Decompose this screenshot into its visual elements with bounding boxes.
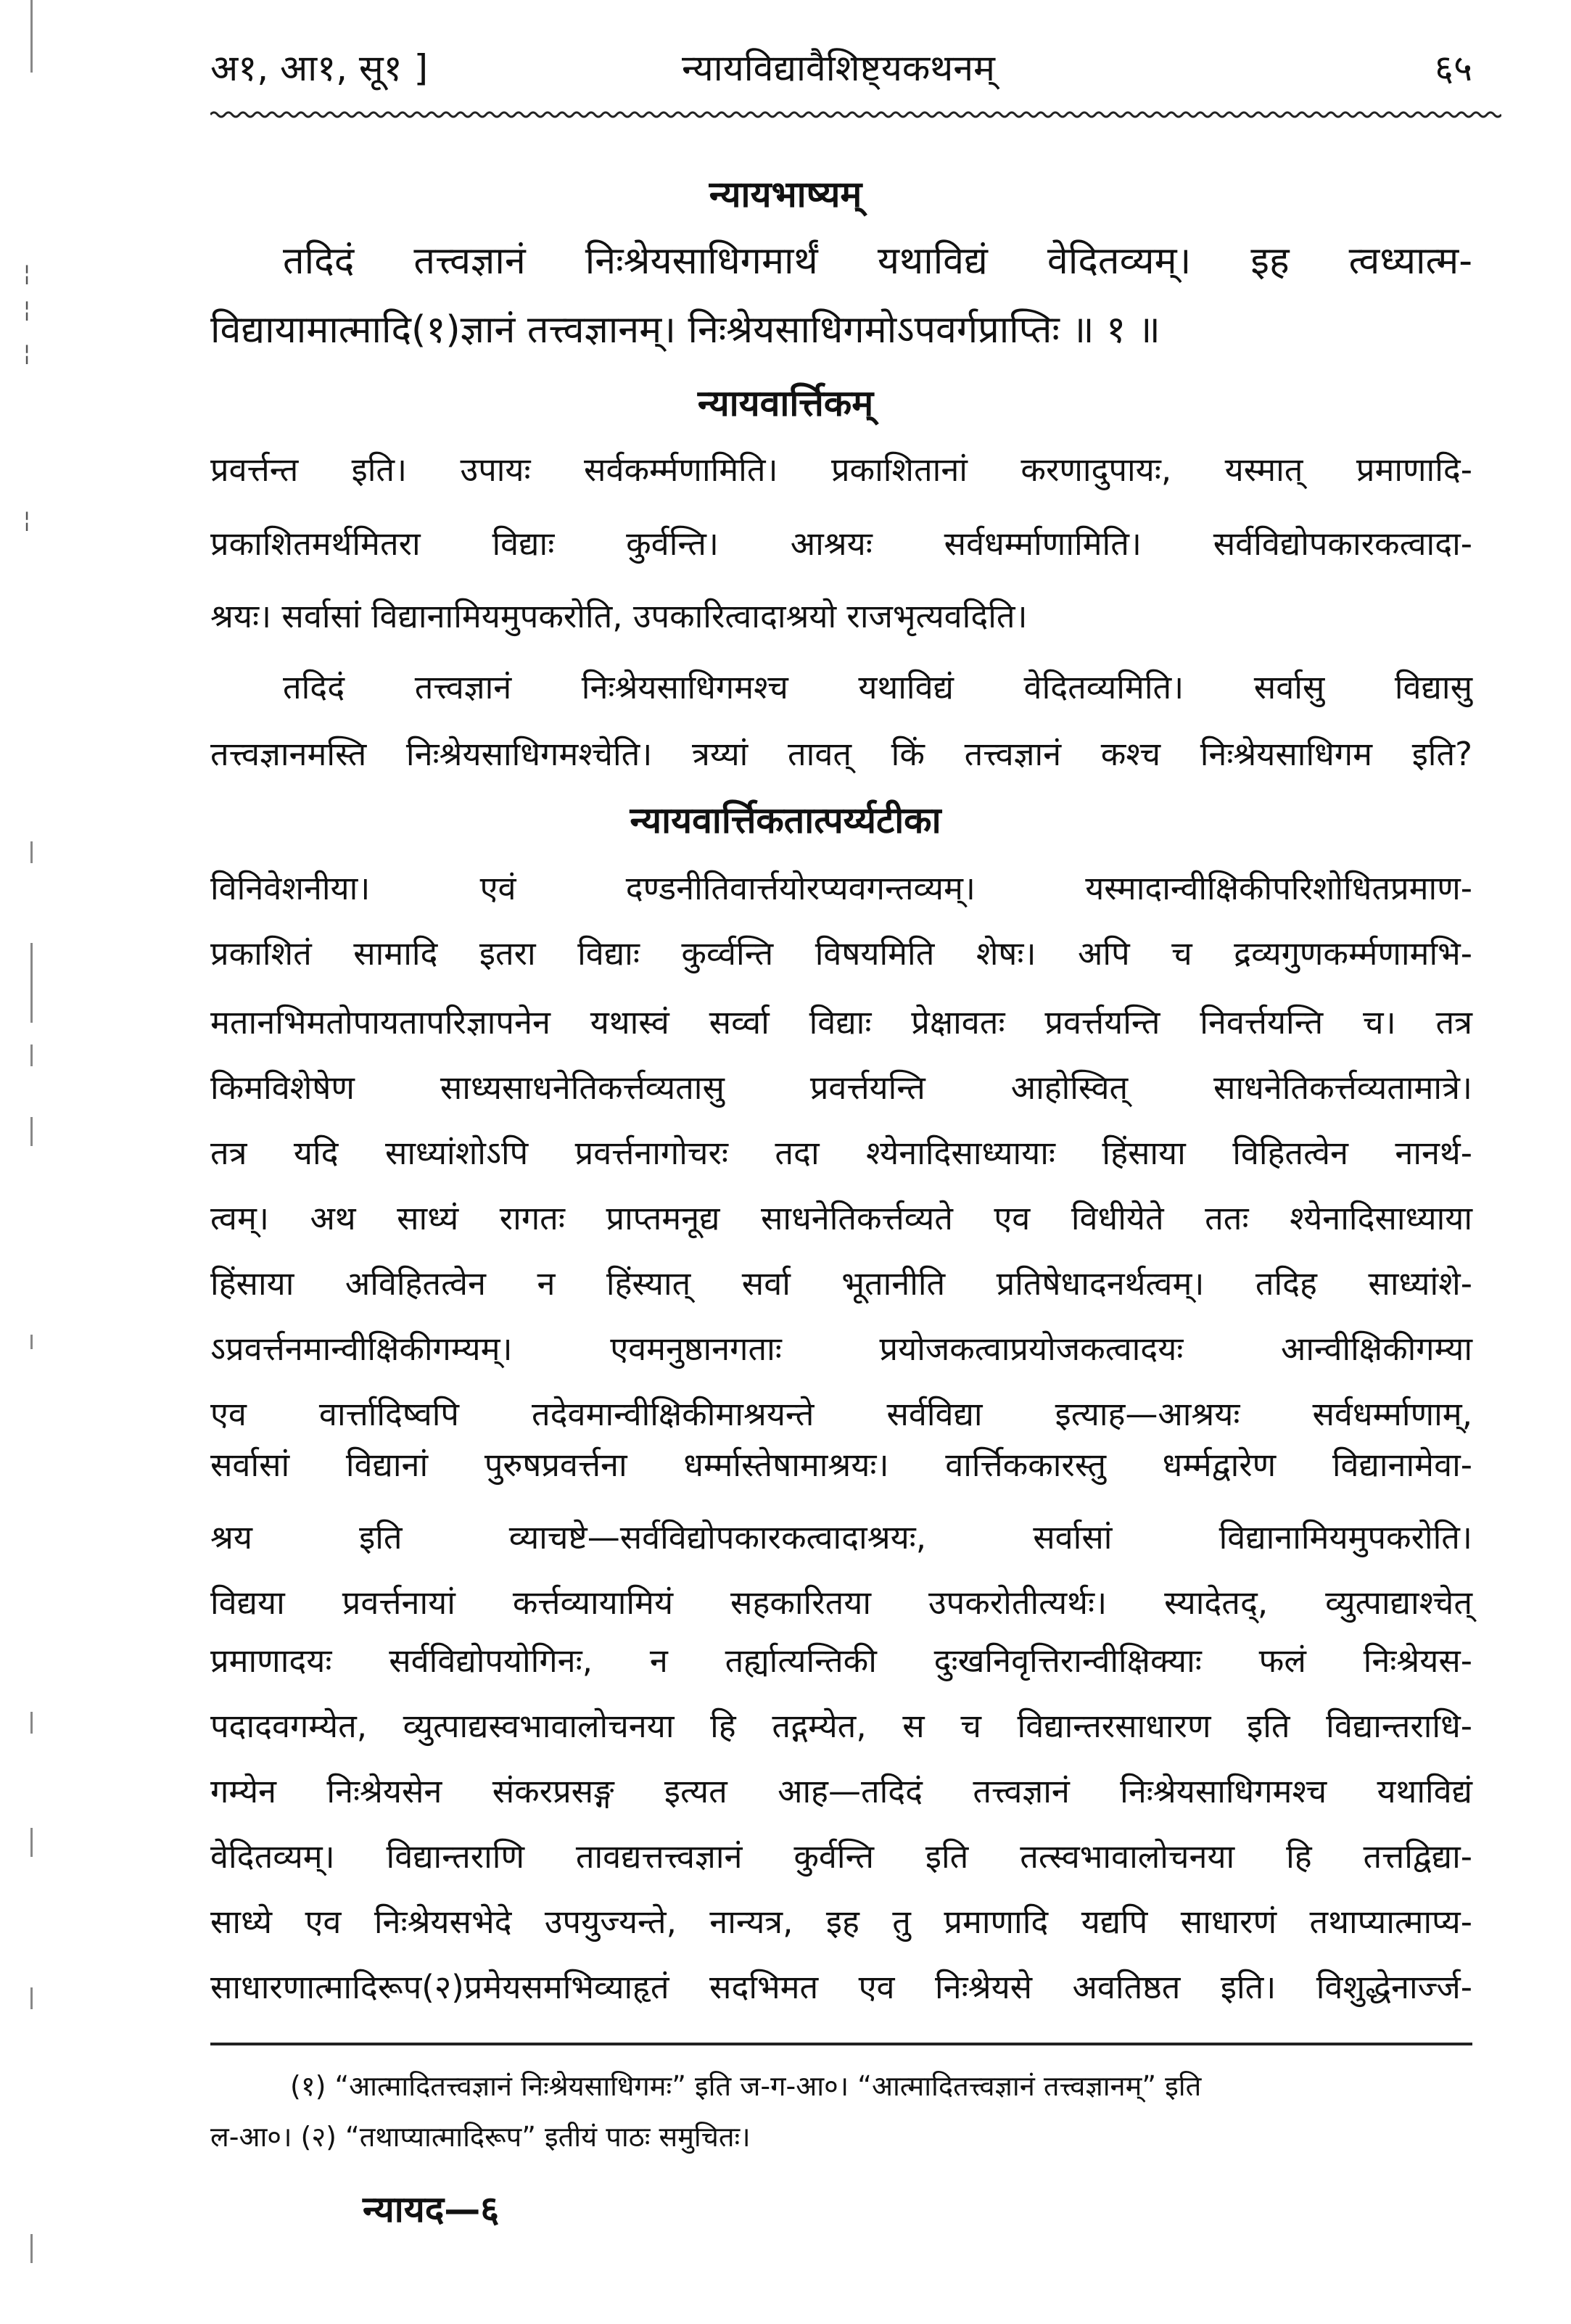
footnote-line: (१) “आत्मादितत्त्वज्ञानं निःश्रेयसाधिगमः” इति ज-ग-आ०। “आत्मादितत्त्वज्ञानं तत्त्वज्ञानम्” इति	[290, 2070, 1202, 2102]
text-line: श्रयः। सर्वासां विद्यानामियमुपकरोति, उपकारित्वादाश्रयो राजभृत्यवदिति।	[210, 597, 1028, 635]
text-line: साध्ये एव निःश्रेयसभेदे उपयुज्यन्ते, नान्यत्र, इह तु प्रमाणादि यद्यपि साधारणं तथाप्यात्माप्य-	[210, 1903, 1472, 1941]
text-line: तत्र यदि साध्यांशोऽपि प्रवर्त्तनागोचरः तदा श्येनादिसाध्यायाः हिंसाया विहितत्वेन नानर्थ-	[210, 1134, 1472, 1172]
text-line: गम्येन निःश्रेयसेन संकरप्रसङ्ग इत्यत आह—तदिदं तत्त्वज्ञानं निःश्रेयसाधिगमश्च यथाविद्यं	[210, 1772, 1472, 1810]
text-line: श्रय इति व्याचष्टे—सर्वविद्योपकारकत्वादाश्रयः, सर्वासां विद्यानामियमुपकरोति।	[210, 1518, 1472, 1557]
text-line: विनिवेशनीया। एवं दण्डनीतिवार्त्तयोरप्यवगन्तव्यम्। यस्मादान्वीक्षिकीपरिशोधितप्रमाण-	[210, 869, 1472, 907]
running-header	[210, 42, 1472, 107]
text-line: विद्यया प्रवर्त्तनायां कर्त्तव्यायामियं सहकारितया उपकरोतीत्यर्थः। स्यादेतद्, व्युत्पाद्याश्चेत्	[210, 1583, 1472, 1622]
footnote-rule	[210, 2043, 1472, 2045]
text-line: प्रकाशितं सामादि इतरा विद्याः कुर्व्वन्ति विषयमिति शेषः। अपि च द्रव्यगुणकर्म्मणामभि-	[210, 934, 1472, 973]
section-heading-bhashya: न्यायभाष्यम्	[709, 173, 862, 215]
text-line: त्वम्। अथ साध्यं रागतः प्राप्तमनूद्य साधनेतिकर्त्तव्यते एव विधीयेते ततः श्येनादिसाध्याया	[210, 1199, 1472, 1237]
text-line: किमविशेषेण साध्यसाधनेतिकर्त्तव्यतासु प्रवर्त्तयन्ति आहोस्वित् साधनेतिकर्त्तव्यतामात्रे।	[210, 1068, 1472, 1107]
text-line: सर्वासां विद्यानां पुरुषप्रवर्त्तना धर्म्मास्तेषामाश्रयः। वार्त्तिककारस्तु धर्म्मद्वारेण विद्यानामेवा-	[210, 1446, 1472, 1484]
scan-margin-marks: ¦ ¦ ¦ ¦	[22, 0, 51, 2324]
text-line: मतानभिमतोपायतापरिज्ञापनेन यथास्वं सर्व्वा विद्याः प्रेक्षावतः प्रवर्त्तयन्ति निवर्त्तयन्ति च। तत्र	[210, 1003, 1472, 1042]
sutra-reference: अ१, आ१, सू१ ]	[210, 47, 429, 89]
text-line: हिंसाया अविहितत्वेन न हिंस्यात् सर्वा भूतानीति प्रतिषेधादनर्थत्वम्। तदिह साध्यांशे-	[210, 1264, 1472, 1303]
text-line: प्रमाणादयः सर्वविद्योपयोगिनः, न तर्ह्यात्यन्तिकी दुःखनिवृत्तिरान्वीक्षिक्याः फलं निःश्रेयस-	[210, 1641, 1472, 1680]
text-line: पदादवगम्येत, व्युत्पाद्यस्वभावालोचनया हि तद्गम्येत, स च विद्यान्तरसाधारण इति विद्यान्तराधि-	[210, 1707, 1472, 1745]
text-line: प्रकाशितमर्थमितरा विद्याः कुर्वन्ति। आश्रयः सर्वधर्म्माणामिति। सर्वविद्योपकारकत्वादा-	[210, 524, 1472, 563]
text-line: ऽप्रवर्त्तनमान्वीक्षिकीगम्यम्। एवमनुष्ठानगताः प्रयोजकत्वाप्रयोजकत्वादयः आन्वीक्षिकीगम्या	[210, 1330, 1472, 1368]
text-line: तत्त्वज्ञानमस्ति निःश्रेयसाधिगमश्चेति। त्रय्यां तावत् किं तत्त्वज्ञानं कश्च निःश्रेयसाधिगम इति?	[210, 735, 1472, 773]
section-heading-varttika: न्यायवार्त्तिकम्	[697, 382, 874, 424]
text-line: वेदितव्यम्। विद्यान्तराणि तावद्यत्तत्त्वज्ञानं कुर्वन्ति इति तत्स्वभावालोचनया हि तत्तद्विद्या-	[210, 1837, 1472, 1876]
wavy-header-rule	[210, 109, 1501, 120]
text-line: तदिदं तत्त्वज्ञानं निःश्रेयसाधिगमश्च यथाविद्यं वेदितव्यमिति। सर्वासु विद्यासु	[283, 668, 1472, 706]
printer-signature: न्यायद—६	[363, 2188, 500, 2230]
text-line: साधारणात्मादिरूप(२)प्रमेयसमभिव्याहृतं सदभिमत एव निःश्रेयसे अवतिष्ठत इति। विशुद्धेनार्ज्ज-	[210, 1968, 1472, 2006]
running-title: न्यायविद्यावैशिष्ट्यकथनम्	[682, 47, 995, 89]
text-line: एव वार्त्तादिष्वपि तदेवमान्वीक्षिकीमाश्रयन्ते सर्वविद्या इत्याह—आश्रयः सर्वधर्म्माणाम्,	[210, 1395, 1472, 1433]
page-number: ६५	[1435, 47, 1472, 89]
footnote-line: ल-आ०। (२) “तथाप्यात्मादिरूप” इतीयं पाठः समुचितः।	[210, 2121, 751, 2153]
text-line: तदिदं तत्त्वज्ञानं निःश्रेयसाधिगमार्थं यथाविद्यं वेदितव्यम्। इह त्वध्यात्म-	[283, 239, 1472, 283]
text-line: विद्यायामात्मादि(१)ज्ञानं तत्त्वज्ञानम्। निःश्रेयसाधिगमोऽपवर्गप्राप्तिः ॥ १ ॥	[210, 308, 1160, 352]
section-heading-tika: न्यायवार्त्तिकतात्पर्य्यटीका	[630, 799, 941, 841]
text-line: प्रवर्त्तन्त इति। उपायः सर्वकर्म्मणामिति। प्रकाशितानां करणादुपायः, यस्मात् प्रमाणादि-	[210, 450, 1472, 489]
